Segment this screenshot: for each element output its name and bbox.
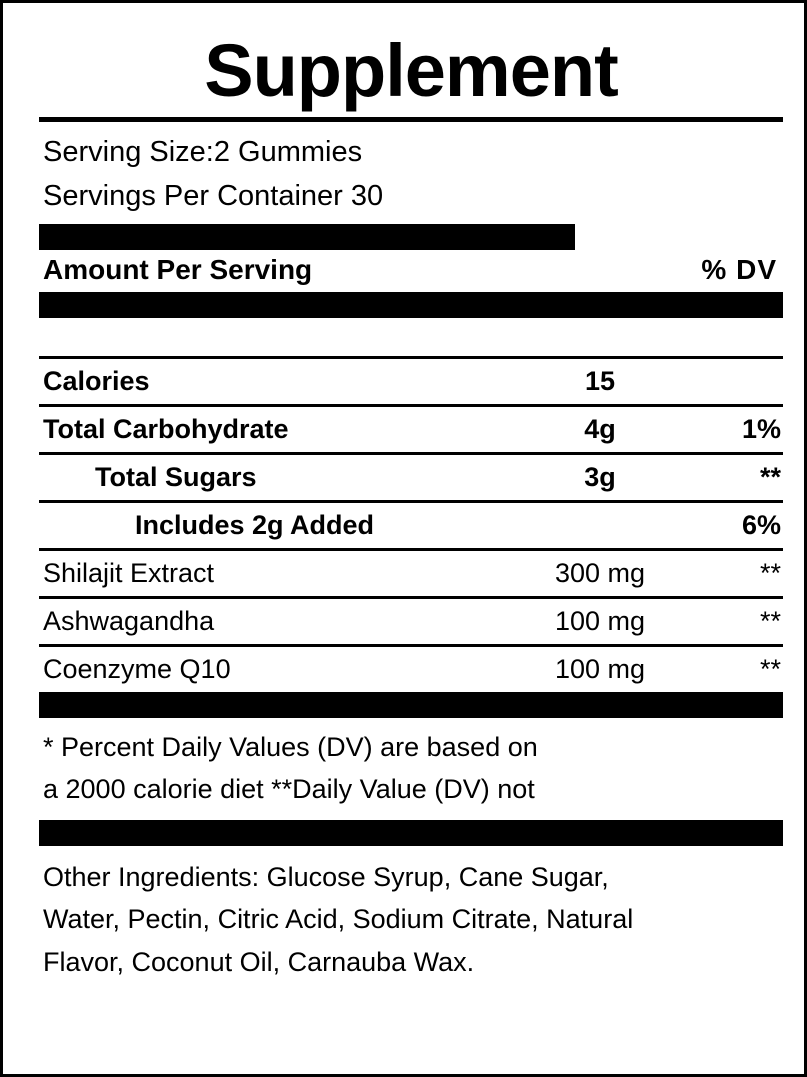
table-row	[39, 551, 783, 596]
nutrient-name: Coenzyme Q10	[43, 654, 231, 685]
nutrient-name: Calories	[43, 366, 150, 397]
amount-per-serving-label: Amount Per Serving	[43, 254, 313, 286]
nutrient-dv: **	[759, 558, 781, 589]
footnote-line-1: * Percent Daily Values (DV) are based on	[43, 732, 538, 763]
ingredients-line-1: Other Ingredients: Glucose Syrup, Cane Sugar,	[43, 862, 609, 893]
divider-thick-footnote	[39, 692, 783, 718]
servings-per-container: Servings Per Container 30	[43, 179, 384, 212]
nutrient-amount: 3g	[584, 462, 616, 493]
nutrient-dv: 6%	[741, 510, 781, 541]
nutrient-dv: **	[759, 654, 781, 685]
nutrient-amount: 100 mg	[554, 654, 646, 685]
nutrient-amount: 4g	[584, 414, 616, 445]
nutrient-amount: 300 mg	[554, 558, 646, 589]
table-row	[39, 647, 783, 692]
divider-thick-lower	[39, 292, 783, 318]
nutrient-amount: 15	[584, 366, 616, 397]
other-ingredients	[39, 846, 783, 986]
table-row	[39, 359, 783, 404]
serving-size: Serving Size:2 Gummies	[43, 135, 363, 168]
page-title: Supplement	[204, 29, 618, 112]
nutrient-name: Shilajit Extract	[43, 558, 215, 589]
divider-thick-ingredients	[39, 820, 783, 846]
nutrient-name: Total Carbohydrate	[43, 414, 289, 445]
daily-value-footnote	[39, 718, 783, 820]
nutrient-dv: **	[759, 606, 781, 637]
spacer	[39, 318, 783, 356]
footnote-line-2: a 2000 calorie diet **Daily Value (DV) not	[43, 774, 535, 805]
table-row	[39, 455, 783, 500]
label-content	[39, 17, 783, 987]
percent-dv-label: % DV	[701, 254, 777, 286]
table-row	[39, 599, 783, 644]
ingredients-line-2: Water, Pectin, Citric Acid, Sodium Citrate, Natural	[43, 904, 634, 935]
nutrient-name: Includes 2g Added	[135, 510, 375, 541]
nutrient-name: Total Sugars	[95, 462, 257, 493]
nutrient-amount: 100 mg	[554, 606, 646, 637]
amount-per-serving-header	[39, 250, 783, 292]
table-row	[39, 503, 783, 548]
nutrient-dv: **	[759, 462, 781, 493]
ingredients-line-3: Flavor, Coconut Oil, Carnauba Wax.	[43, 946, 475, 977]
serving-info	[39, 122, 783, 224]
divider-thick-upper	[39, 224, 575, 250]
table-row	[39, 407, 783, 452]
nutrient-dv: 1%	[741, 414, 781, 445]
nutrient-name: Ashwagandha	[43, 606, 215, 637]
